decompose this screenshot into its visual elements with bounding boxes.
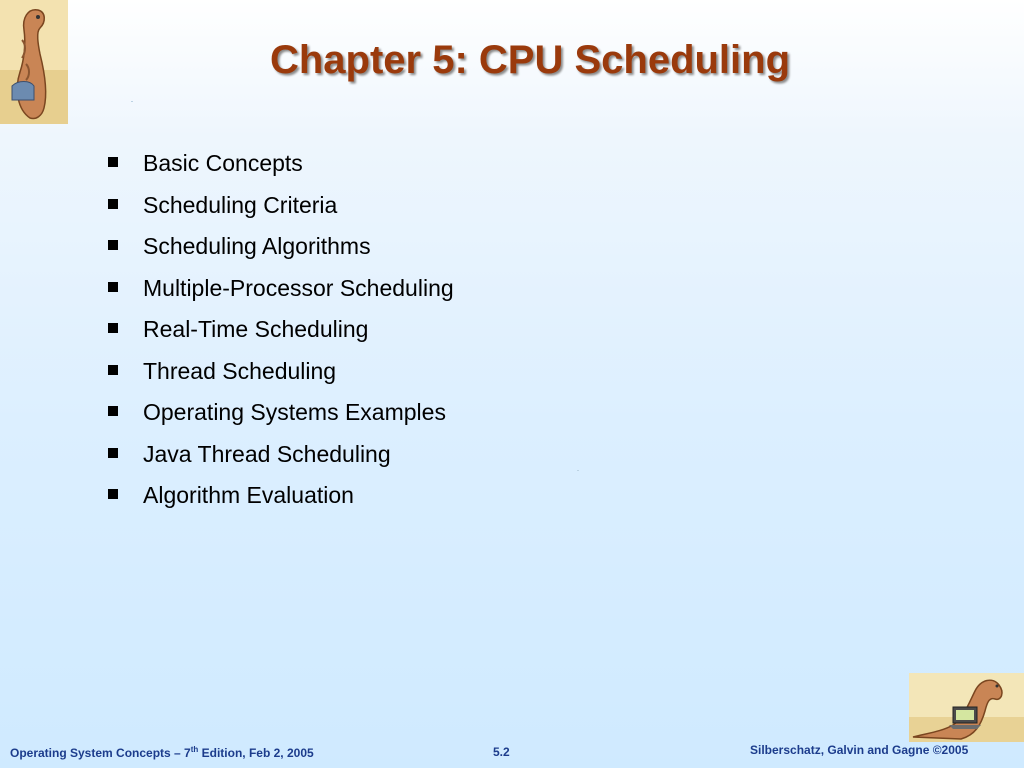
slide-title: Chapter 5: CPU Scheduling: [269, 38, 791, 82]
square-bullet-icon: [108, 365, 118, 375]
square-bullet-icon: [108, 199, 118, 209]
dinosaur-laptop-logo-icon: [909, 673, 1024, 742]
list-item: [107, 436, 454, 478]
list-item: [107, 353, 454, 395]
decorative-dot: [131, 101, 133, 102]
list-item-text: Real-Time Scheduling: [143, 316, 369, 342]
list-item: [107, 228, 454, 270]
square-bullet-icon: [108, 489, 118, 499]
list-item-text: Thread Scheduling: [143, 357, 337, 384]
square-bullet-icon: [108, 323, 118, 333]
list-item-text: Scheduling Algorithms: [143, 233, 371, 259]
list-item: [107, 394, 454, 436]
square-bullet-icon: [108, 406, 118, 416]
list-item: [107, 145, 454, 187]
decorative-dot: [577, 470, 579, 471]
square-bullet-icon: [108, 448, 118, 458]
list-item: [107, 477, 454, 519]
list-item-text: Algorithm Evaluation: [143, 482, 354, 508]
list-item-text: Basic Concepts: [143, 150, 303, 176]
bullet-list: [107, 145, 454, 519]
page-number: 5.2: [493, 745, 510, 759]
square-bullet-icon: [108, 282, 118, 292]
list-item-text: Scheduling Criteria: [143, 191, 338, 218]
list-item: [107, 311, 454, 353]
square-bullet-icon: [108, 157, 118, 167]
list-item: [107, 187, 454, 229]
footer-course-title: Operating System Concepts – 7th Edition, Feb 2, 2005: [10, 745, 314, 760]
list-item-text: Multiple-Processor Scheduling: [143, 274, 454, 301]
list-item-text: Java Thread Scheduling: [143, 440, 391, 467]
square-bullet-icon: [108, 240, 118, 250]
list-item: [107, 270, 454, 312]
list-item-text: Operating Systems Examples: [143, 399, 446, 425]
footer-copyright: Silberschatz, Galvin and Gagne ©2005: [750, 743, 969, 757]
